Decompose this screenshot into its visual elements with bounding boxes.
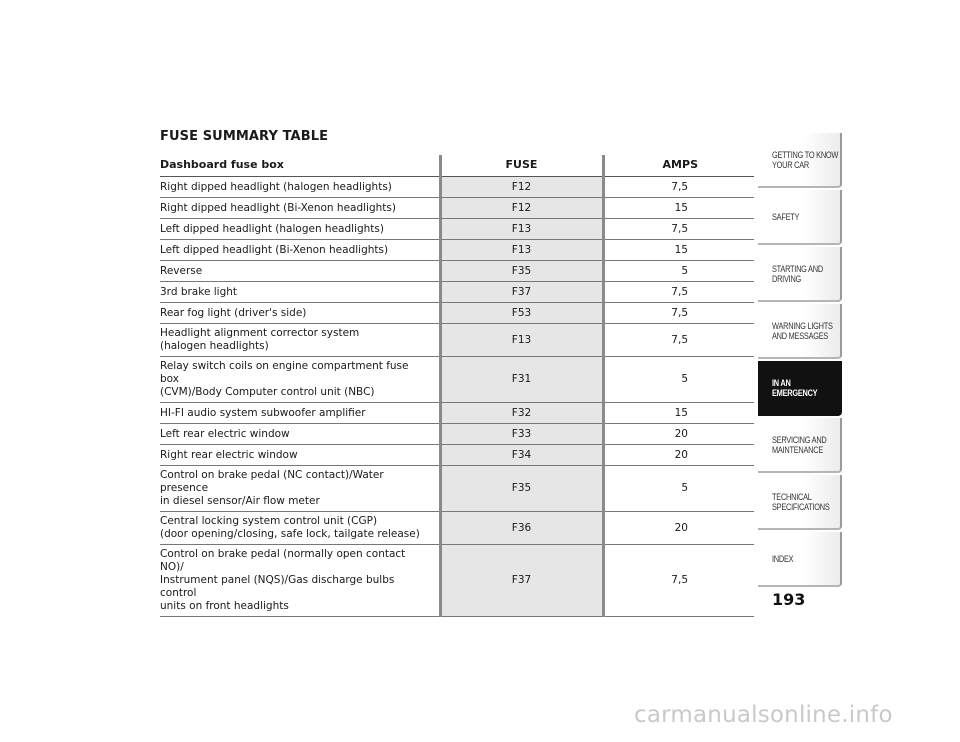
fuse-amps: 20 <box>603 512 754 545</box>
fuse-id: F34 <box>440 445 603 466</box>
page-number: 193 <box>772 590 806 609</box>
table-row <box>160 424 754 445</box>
description-line: HI-FI audio system subwoofer amplifier <box>160 406 366 419</box>
description-line: (door opening/closing, safe lock, tailgate release) <box>160 528 420 540</box>
description-line: in diesel sensor/Air flow meter <box>160 495 320 507</box>
fuse-amps: 15 <box>603 403 754 424</box>
description-line: (halogen headlights) <box>160 340 269 352</box>
chapter-tab[interactable] <box>758 133 842 188</box>
chapter-tab-label: SAFETY <box>772 212 800 222</box>
description-line: Reverse <box>160 264 203 277</box>
fuse-amps: 7,5 <box>603 324 754 357</box>
chapter-tab[interactable] <box>758 304 842 359</box>
chapter-tab-label: YOUR CAR <box>772 160 809 170</box>
header-dashboard-fuse-box: Dashboard fuse box <box>160 155 440 177</box>
fuse-description <box>160 424 440 445</box>
table-row <box>160 261 754 282</box>
chapter-tab-label: SPECIFICATIONS <box>772 502 830 512</box>
fuse-description <box>160 282 440 303</box>
fuse-amps: 15 <box>603 198 754 219</box>
fuse-description <box>160 261 440 282</box>
fuse-description <box>160 240 440 261</box>
fuse-id: F37 <box>440 545 603 617</box>
description-line: units on front headlights <box>160 600 289 612</box>
table-body <box>160 177 754 617</box>
description-line: Right dipped headlight (halogen headlights) <box>160 180 392 193</box>
fuse-amps: 5 <box>603 261 754 282</box>
chapter-tab[interactable] <box>758 418 842 473</box>
fuse-description <box>160 545 440 617</box>
table-row <box>160 219 754 240</box>
chapter-tab-label: GETTING TO KNOW <box>772 150 839 160</box>
header-amps: AMPS <box>603 155 754 177</box>
fuse-description <box>160 403 440 424</box>
chapter-tab-label: EMERGENCY <box>772 388 818 398</box>
table-row <box>160 357 754 403</box>
fuse-amps: 7,5 <box>603 545 754 617</box>
description-line: Right rear electric window <box>160 448 298 461</box>
table-row <box>160 545 754 617</box>
description-line: 3rd brake light <box>160 285 238 298</box>
description-line: Left dipped headlight (halogen headlights) <box>160 222 384 235</box>
chapter-tab-label: SERVICING AND <box>772 435 827 445</box>
fuse-description <box>160 219 440 240</box>
description-line: Right dipped headlight (Bi-Xenon headlights) <box>160 201 396 214</box>
header-fuse: FUSE <box>440 155 603 177</box>
table-row <box>160 282 754 303</box>
fuse-id: F31 <box>440 357 603 403</box>
page-title: FUSE SUMMARY TABLE <box>160 129 329 144</box>
description-line: Headlight alignment corrector system <box>160 327 360 339</box>
description-line: Relay switch coils on engine compartment fuse box <box>160 360 409 385</box>
fuse-description <box>160 357 440 403</box>
fuse-amps: 7,5 <box>603 282 754 303</box>
fuse-id: F35 <box>440 466 603 512</box>
fuse-id: F13 <box>440 324 603 357</box>
chapter-tab[interactable] <box>758 361 842 416</box>
description-line: Left rear electric window <box>160 427 290 440</box>
fuse-amps: 7,5 <box>603 303 754 324</box>
chapter-tab[interactable] <box>758 532 842 587</box>
fuse-id: F36 <box>440 512 603 545</box>
chapter-tab[interactable] <box>758 475 842 530</box>
chapter-tab-label: STARTING AND <box>772 264 823 274</box>
description-line: Central locking system control unit (CGP) <box>160 515 378 527</box>
description-line: Left dipped headlight (Bi-Xenon headlights) <box>160 243 389 256</box>
chapter-tab-label: TECHNICAL <box>772 492 812 502</box>
fuse-description <box>160 445 440 466</box>
fuse-amps: 15 <box>603 240 754 261</box>
description-line: Instrument panel (NQS)/Gas discharge bulbs control <box>160 574 395 599</box>
description-line: Rear fog light (driver's side) <box>160 306 307 319</box>
fuse-summary-table <box>160 155 754 617</box>
description-line: Control on brake pedal (normally open contact NO)/ <box>160 548 406 573</box>
table-row <box>160 177 754 198</box>
description-line: Control on brake pedal (NC contact)/Water presence <box>160 469 384 494</box>
fuse-id: F35 <box>440 261 603 282</box>
table-row <box>160 512 754 545</box>
fuse-id: F13 <box>440 240 603 261</box>
table-row <box>160 445 754 466</box>
chapter-tab-label: INDEX <box>772 554 794 564</box>
fuse-id: F32 <box>440 403 603 424</box>
table-row <box>160 466 754 512</box>
table-row <box>160 403 754 424</box>
fuse-description <box>160 303 440 324</box>
fuse-id: F12 <box>440 177 603 198</box>
chapter-tab-label: MAINTENANCE <box>772 445 824 455</box>
fuse-amps: 5 <box>603 466 754 512</box>
table-row <box>160 198 754 219</box>
chapter-tab-label: DRIVING <box>772 274 802 284</box>
fuse-description <box>160 324 440 357</box>
chapter-tab-label: WARNING LIGHTS <box>772 321 833 331</box>
fuse-amps: 20 <box>603 424 754 445</box>
fuse-amps: 5 <box>603 357 754 403</box>
fuse-description <box>160 466 440 512</box>
table-row <box>160 240 754 261</box>
watermark-text: carmanualsonline.info <box>634 702 893 728</box>
fuse-id: F37 <box>440 282 603 303</box>
chapter-tabs <box>758 133 842 589</box>
chapter-tab[interactable] <box>758 247 842 302</box>
description-line: (CVM)/Body Computer control unit (NBC) <box>160 386 375 398</box>
fuse-amps: 20 <box>603 445 754 466</box>
table-row <box>160 303 754 324</box>
fuse-id: F13 <box>440 219 603 240</box>
fuse-description <box>160 198 440 219</box>
chapter-tab-label: AND MESSAGES <box>772 331 829 341</box>
table-row <box>160 324 754 357</box>
chapter-tab[interactable] <box>758 190 842 245</box>
table-header-row <box>160 155 754 177</box>
fuse-amps: 7,5 <box>603 219 754 240</box>
fuse-id: F33 <box>440 424 603 445</box>
fuse-description <box>160 512 440 545</box>
fuse-description <box>160 177 440 198</box>
fuse-id: F12 <box>440 198 603 219</box>
fuse-amps: 7,5 <box>603 177 754 198</box>
fuse-id: F53 <box>440 303 603 324</box>
chapter-tab-label: IN AN <box>772 378 791 388</box>
